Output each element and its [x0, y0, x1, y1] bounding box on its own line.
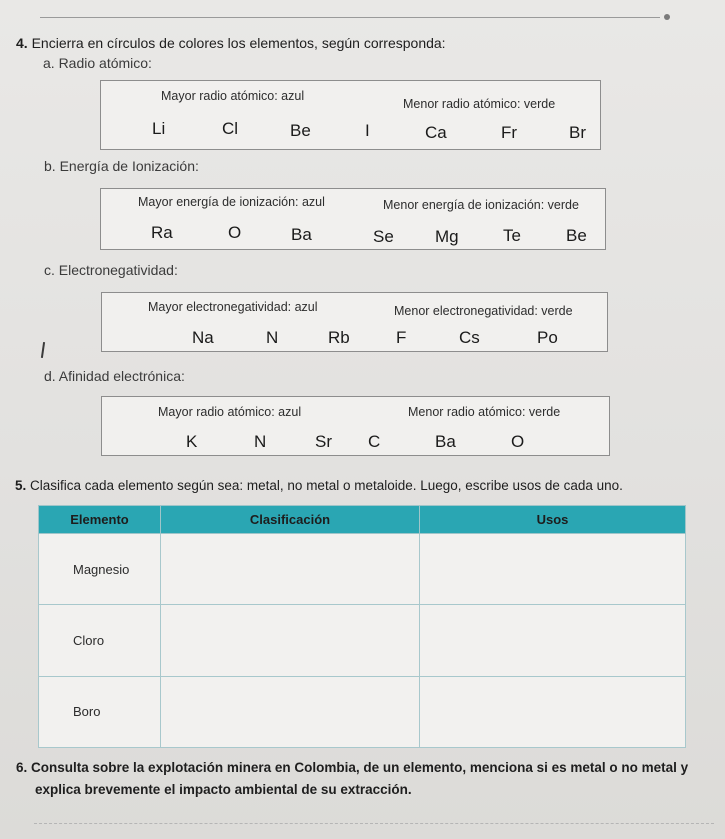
pencil-mark: [41, 342, 45, 358]
part-d-right-label: Menor radio atómico: verde: [408, 405, 561, 419]
classification-cell[interactable]: [161, 676, 420, 747]
element-ra[interactable]: Ra: [151, 223, 173, 242]
question-4-number: 4.: [16, 35, 28, 51]
element-f[interactable]: F: [396, 328, 407, 347]
question-6-line2: explica brevemente el impacto ambiental de su extracción.: [35, 782, 412, 797]
rule-dot: [664, 14, 670, 20]
question-6: [16, 760, 688, 775]
header-elemento: Elemento: [39, 506, 161, 534]
uses-cell[interactable]: [420, 534, 686, 605]
uses-cell[interactable]: [420, 676, 686, 747]
classification-table: [38, 505, 686, 748]
top-rule: [40, 17, 660, 18]
question-6-number: 6.: [16, 760, 28, 775]
element-fr[interactable]: Fr: [501, 123, 518, 142]
element-cl[interactable]: Cl: [222, 119, 239, 138]
table-row: [39, 605, 686, 676]
question-4: [16, 35, 446, 51]
element-na[interactable]: Na: [192, 328, 214, 347]
element-rb[interactable]: Rb: [328, 328, 350, 347]
part-d-left-label: Mayor radio atómico: azul: [158, 405, 302, 419]
element-ba-d[interactable]: Ba: [435, 432, 456, 451]
classification-cell[interactable]: [161, 605, 420, 676]
part-b-label: b. Energía de Ionización:: [44, 158, 199, 174]
row-element-boro: Boro: [39, 676, 161, 747]
table-row: [39, 676, 686, 747]
element-o[interactable]: O: [228, 223, 242, 242]
element-k[interactable]: K: [186, 432, 198, 451]
element-sr[interactable]: Sr: [315, 432, 332, 451]
question-6-cont: [35, 782, 412, 797]
row-element-magnesio: Magnesio: [39, 534, 161, 605]
element-cs[interactable]: Cs: [459, 328, 480, 347]
element-n[interactable]: N: [266, 328, 279, 347]
row-element-cloro: Cloro: [39, 605, 161, 676]
part-d-box: [101, 396, 610, 456]
element-ca[interactable]: Ca: [425, 123, 447, 142]
part-c-right-label: Menor electronegatividad: verde: [394, 304, 573, 318]
part-b-left-label: Mayor energía de ionización: azul: [138, 195, 325, 209]
question-6-line1: Consulta sobre la explotación minera en Colombia, de un elemento, menciona si es metal o no metal y: [31, 760, 689, 775]
header-clasificacion: Clasificación: [161, 506, 420, 534]
part-c-label: c. Electronegatividad:: [44, 262, 178, 278]
part-a-left-label: Mayor radio atómico: azul: [161, 89, 305, 103]
part-c-box: [101, 292, 608, 352]
element-o-d[interactable]: O: [511, 432, 525, 451]
part-a-box: [100, 80, 601, 150]
element-se[interactable]: Se: [373, 227, 394, 246]
element-br[interactable]: Br: [569, 123, 586, 142]
part-d-label: d. Afinidad electrónica:: [44, 368, 185, 384]
question-5-number: 5.: [15, 478, 27, 493]
element-c[interactable]: C: [368, 432, 381, 451]
table-header-row: [39, 506, 686, 534]
question-5: [15, 478, 623, 493]
element-li[interactable]: Li: [152, 119, 166, 138]
part-c-left-label: Mayor electronegatividad: azul: [148, 300, 318, 314]
element-be[interactable]: Be: [290, 121, 311, 140]
uses-cell[interactable]: [420, 605, 686, 676]
element-n-d[interactable]: N: [254, 432, 267, 451]
part-b-box: [100, 188, 606, 250]
part-a-right-label: Menor radio atómico: verde: [403, 97, 556, 111]
answer-line[interactable]: [34, 823, 714, 824]
part-a-label: a. Radio atómico:: [43, 55, 152, 71]
header-usos: Usos: [420, 506, 686, 534]
element-te[interactable]: Te: [503, 226, 521, 245]
question-5-text: Clasifica cada elemento según sea: metal, no metal o metaloide. Luego, escribe usos de cada uno.: [30, 478, 623, 493]
table-row: [39, 534, 686, 605]
element-ba[interactable]: Ba: [291, 225, 312, 244]
element-be-b[interactable]: Be: [566, 226, 587, 245]
element-i[interactable]: I: [365, 121, 370, 140]
question-4-text: Encierra en círculos de colores los elementos, según corresponda:: [31, 35, 446, 51]
classification-cell[interactable]: [161, 534, 420, 605]
element-mg[interactable]: Mg: [435, 227, 459, 246]
part-b-right-label: Menor energía de ionización: verde: [383, 198, 579, 212]
element-po[interactable]: Po: [537, 328, 558, 347]
